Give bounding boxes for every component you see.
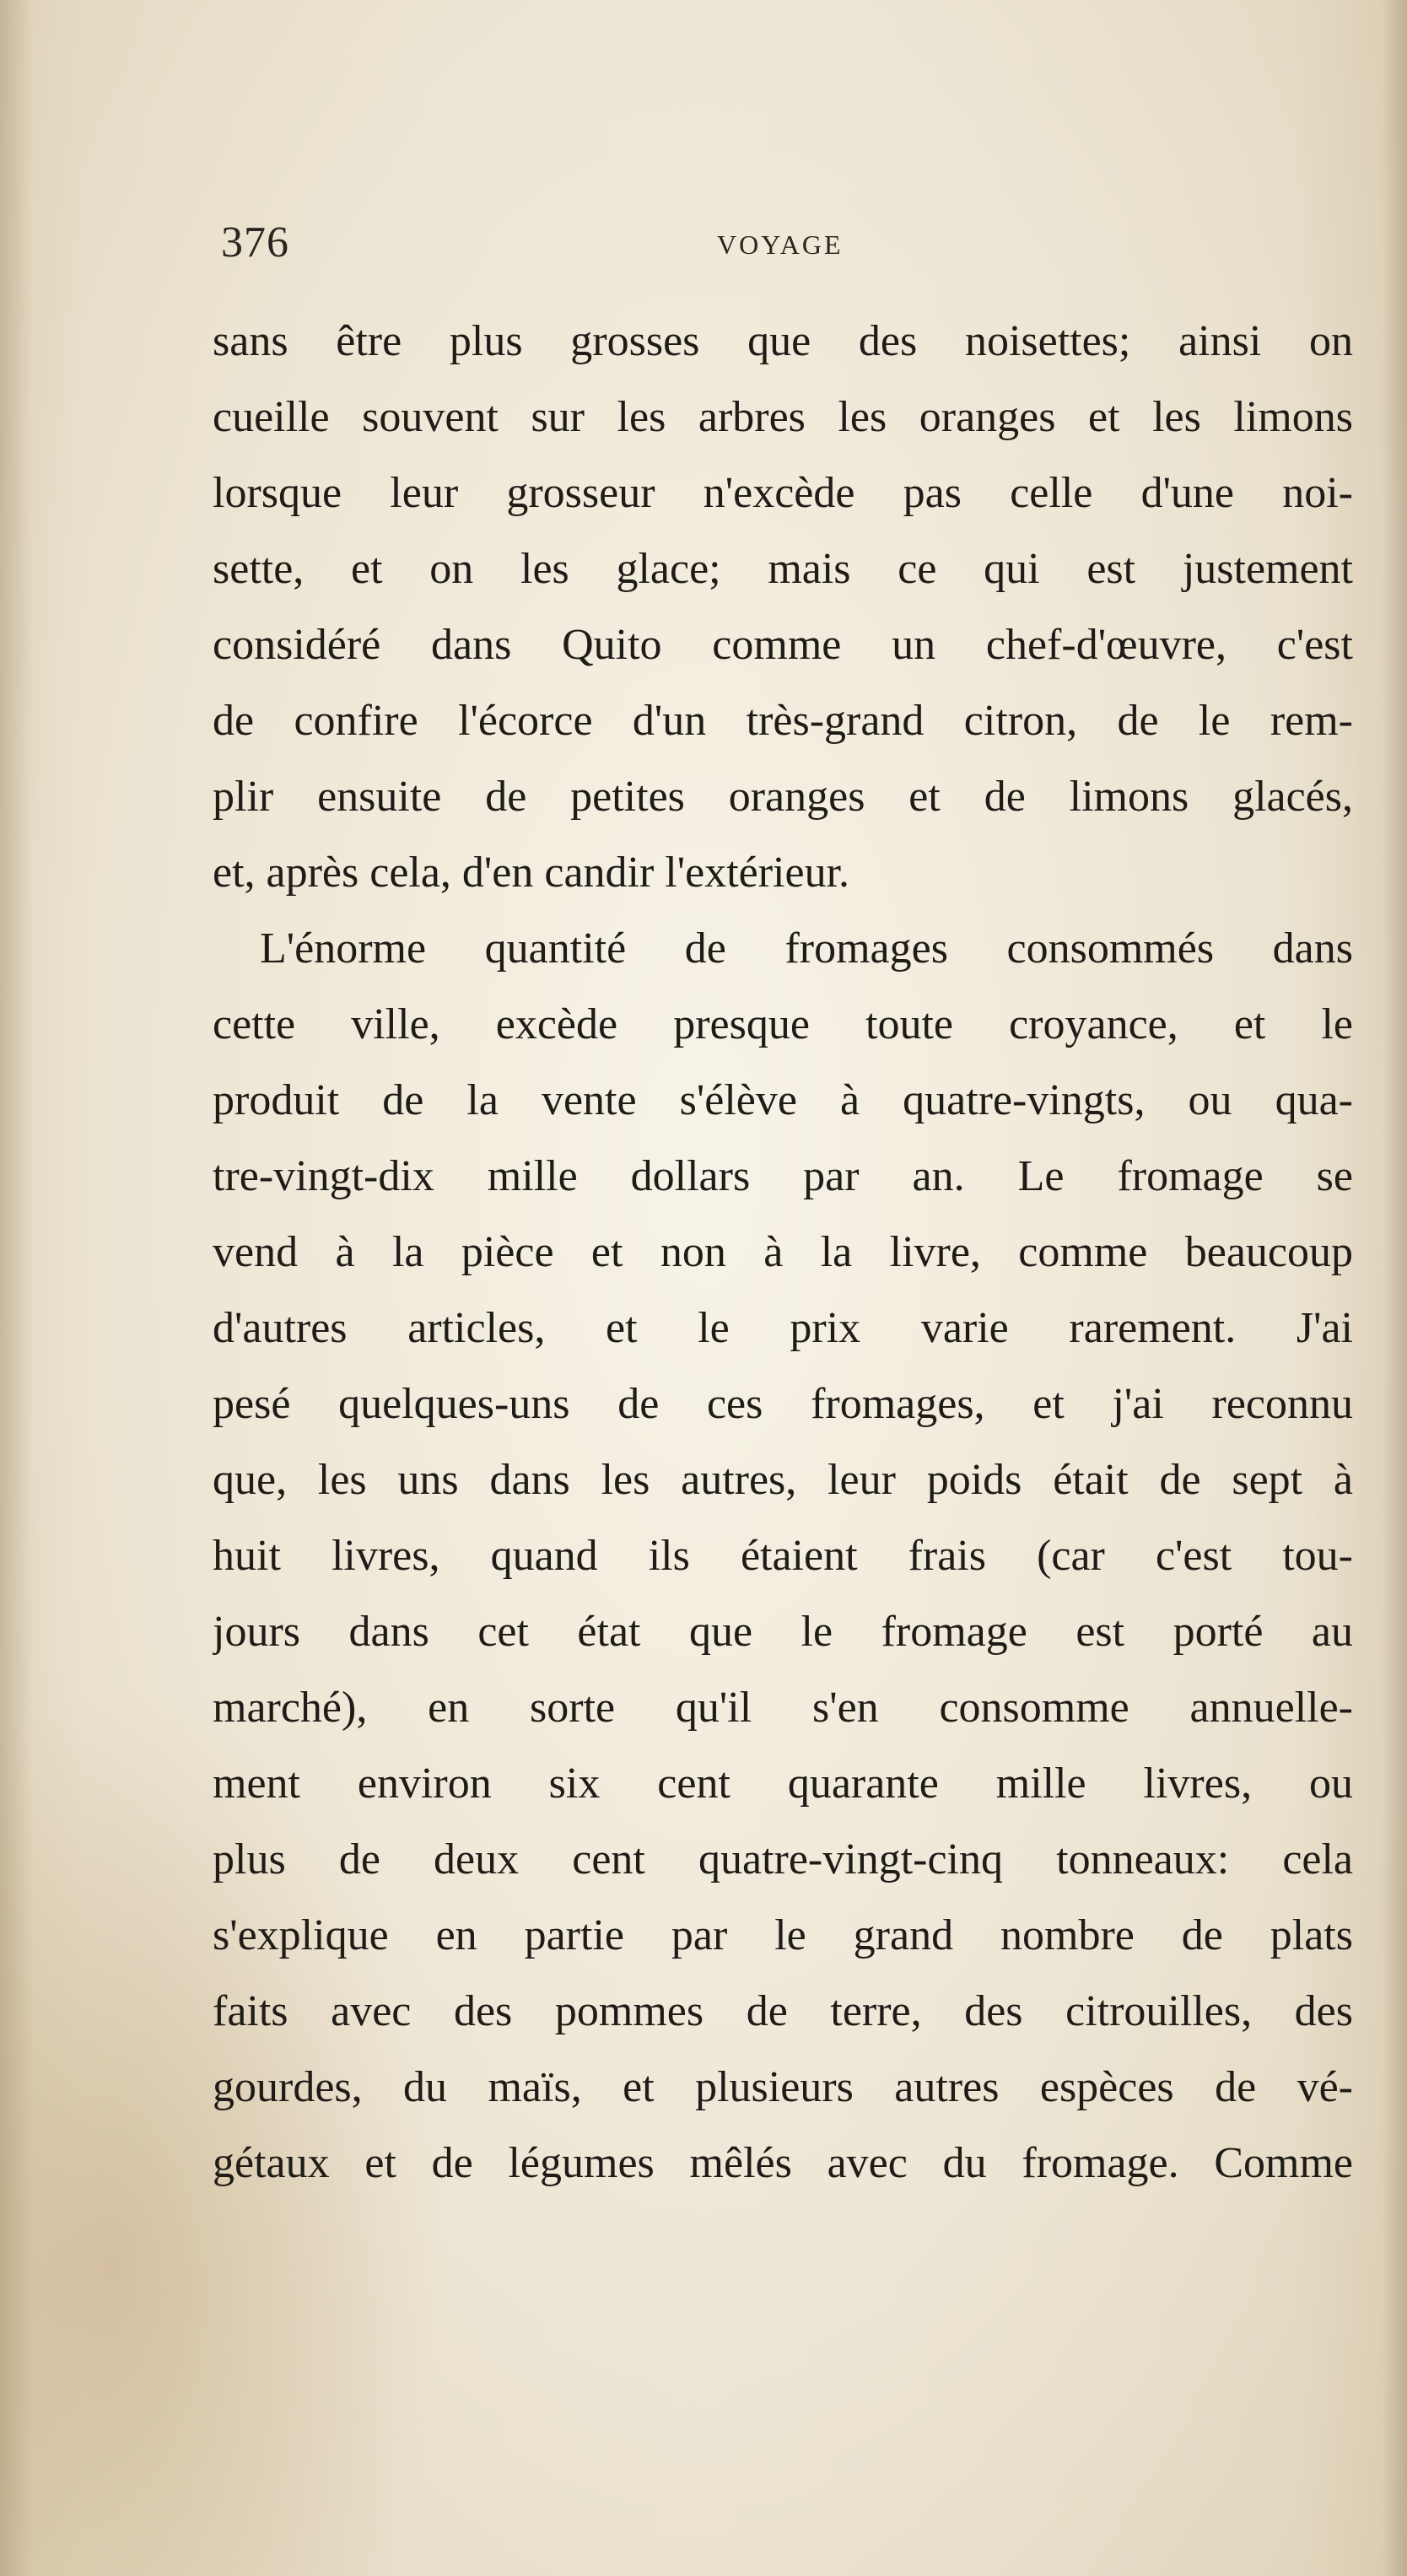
text-line: cueille souvent sur les arbres les oranges et les limons: [213, 393, 1353, 441]
text-line: faits avec des pommes de terre, des citrouilles, des: [213, 1987, 1353, 2035]
text-line: de confire l'écorce d'un très-grand citron, de le rem-: [213, 697, 1353, 745]
text-line: huit livres, quand ils étaient frais (car c'est tou-: [213, 1532, 1353, 1580]
paragraph-first-line: L'énorme quantité de fromages consommés dans: [260, 924, 1353, 973]
text-line: plus de deux cent quatre-vingt-cinq tonneaux: cela: [213, 1835, 1353, 1883]
page-number: 376: [221, 218, 289, 267]
text-line: sette, et on les glace; mais ce qui est justement: [213, 545, 1353, 593]
text-line: sans être plus grosses que des noisettes; ainsi on: [213, 317, 1353, 365]
page-edge: [1382, 0, 1407, 2576]
text-line: lorsque leur grosseur n'excède pas celle d'une noi-: [213, 469, 1353, 517]
text-line: s'explique en partie par le grand nombre de plats: [213, 1911, 1353, 1959]
text-line: tre-vingt-dix mille dollars par an. Le fromage se: [213, 1152, 1353, 1200]
text-line: et, après cela, d'en candir l'extérieur.: [213, 849, 850, 897]
spine-shadow: [0, 0, 34, 2576]
text-line: produit de la vente s'élève à quatre-vingts, ou qua-: [213, 1076, 1353, 1124]
text-line: cette ville, excède presque toute croyance, et le: [213, 1000, 1353, 1048]
text-line: gourdes, du maïs, et plusieurs autres espèces de vé-: [213, 2063, 1353, 2111]
text-line: jours dans cet état que le fromage est porté au: [213, 1608, 1353, 1656]
text-line: considéré dans Quito comme un chef-d'œuvre, c'est: [213, 621, 1353, 669]
text-line: vend à la pièce et non à la livre, comme beaucoup: [213, 1228, 1353, 1276]
page-header: [221, 218, 1351, 268]
body-text: [213, 304, 1353, 2201]
text-line: gétaux et de légumes mêlés avec du fromage. Comme: [213, 2139, 1353, 2187]
text-line: d'autres articles, et le prix varie rarement. J'ai: [213, 1304, 1353, 1352]
text-line: plir ensuite de petites oranges et de limons glacés,: [213, 773, 1353, 821]
running-head: VOYAGE: [717, 229, 844, 260]
text-line: pesé quelques-uns de ces fromages, et j'ai reconnu: [213, 1380, 1353, 1428]
text-line: que, les uns dans les autres, leur poids était de sept à: [213, 1456, 1353, 1504]
text-line: ment environ six cent quarante mille livres, ou: [213, 1760, 1353, 1808]
text-line: marché), en sorte qu'il s'en consomme annuelle-: [213, 1684, 1353, 1732]
